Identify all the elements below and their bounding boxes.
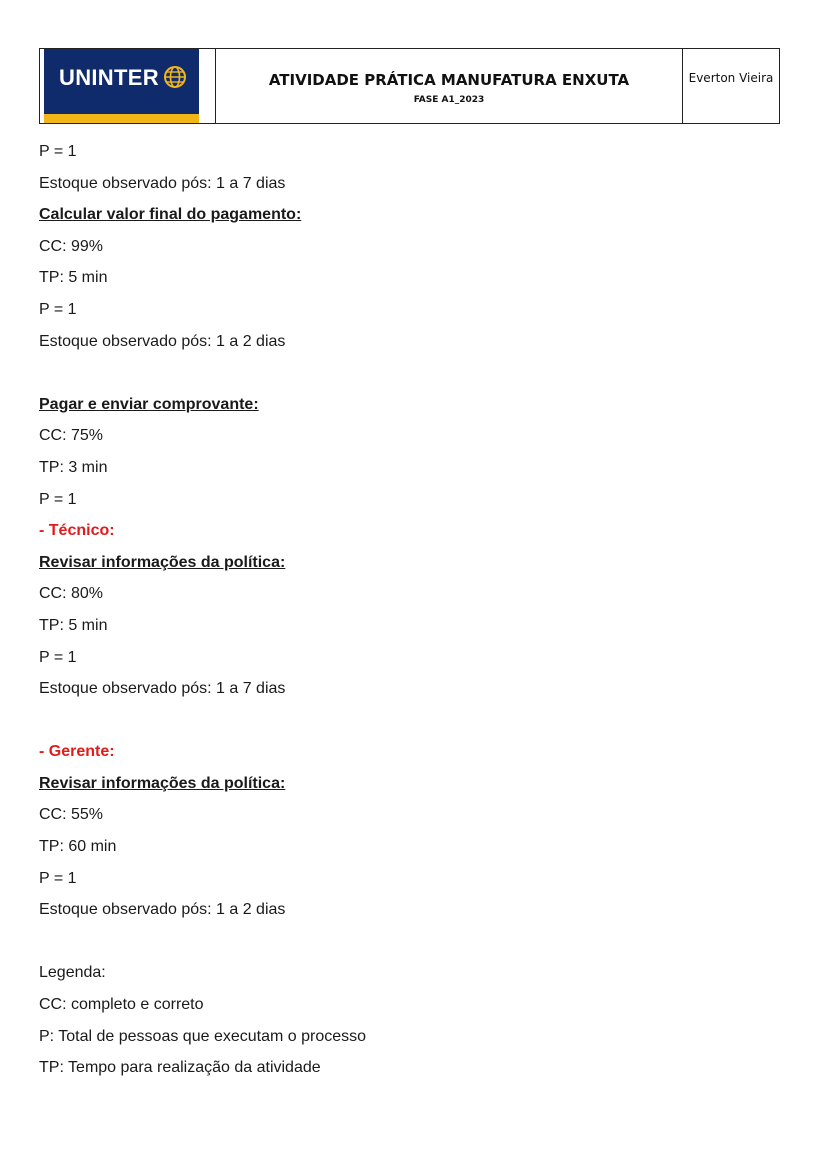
text-line <box>39 521 779 553</box>
body-text: TP: 60 min <box>39 838 117 856</box>
logo-text: UNINTER <box>59 65 159 90</box>
body-text: TP: 3 min <box>39 458 108 476</box>
text-line <box>39 900 779 932</box>
body-text: CC: 99% <box>39 237 104 255</box>
body-text: TP: Tempo para realização da atividade <box>39 1059 321 1077</box>
text-line <box>39 963 779 995</box>
text-line <box>39 395 779 427</box>
text-line <box>39 205 779 237</box>
logo-stripe <box>44 114 199 123</box>
body-text: Estoque observado pós: 1 a 7 dias <box>39 680 286 698</box>
uninter-logo <box>44 49 199 123</box>
body-text: P = 1 <box>39 648 77 666</box>
text-line <box>39 237 779 269</box>
body-text: TP: 5 min <box>39 616 108 634</box>
text-line <box>39 300 779 332</box>
globe-icon <box>162 64 188 90</box>
text-line <box>39 774 779 806</box>
text-line <box>39 584 779 616</box>
body-text: P = 1 <box>39 143 77 160</box>
role-heading: - Gerente: <box>39 743 115 761</box>
author-cell <box>683 49 779 123</box>
text-line <box>39 837 779 869</box>
blank-line <box>39 363 779 395</box>
body-text: CC: 55% <box>39 806 104 824</box>
section-heading: Pagar e enviar comprovante: <box>39 395 259 413</box>
text-line <box>39 268 779 300</box>
body-text: Estoque observado pós: 1 a 7 dias <box>39 174 286 192</box>
section-heading: Revisar informações da política: <box>39 553 286 571</box>
body-text: CC: completo e correto <box>39 996 204 1014</box>
text-line <box>39 142 779 174</box>
text-line <box>39 1027 779 1059</box>
document-header <box>39 48 780 124</box>
body-text: P = 1 <box>39 300 77 318</box>
text-line <box>39 679 779 711</box>
text-line <box>39 490 779 522</box>
text-line <box>39 174 779 206</box>
blank-line <box>39 711 779 743</box>
section-heading: Calcular valor final do pagamento: <box>39 206 302 224</box>
body-text: CC: 75% <box>39 427 104 445</box>
text-line <box>39 616 779 648</box>
body-text: P: Total de pessoas que executam o processo <box>39 1027 367 1045</box>
body-text: Estoque observado pós: 1 a 2 dias <box>39 901 286 919</box>
text-line <box>39 1058 779 1090</box>
body-text: Legenda: <box>39 964 106 982</box>
text-line <box>39 742 779 774</box>
blank-line <box>39 932 779 964</box>
text-line <box>39 869 779 901</box>
logo-cell <box>40 49 216 123</box>
text-line <box>39 426 779 458</box>
author-name: Everton Vieira <box>688 71 774 85</box>
body-text: P = 1 <box>39 869 77 887</box>
text-line <box>39 995 779 1027</box>
section-heading: Revisar informações da política: <box>39 774 286 792</box>
body-text: TP: 5 min <box>39 269 108 287</box>
document-body <box>39 142 779 1090</box>
body-text: CC: 80% <box>39 585 104 603</box>
title-cell <box>216 49 683 123</box>
body-text: Estoque observado pós: 1 a 2 dias <box>39 332 286 350</box>
body-text: P = 1 <box>39 490 77 508</box>
document-title: ATIVIDADE PRÁTICA MANUFATURA ENXUTA <box>268 71 630 89</box>
text-line <box>39 648 779 680</box>
text-line <box>39 332 779 364</box>
text-line <box>39 553 779 585</box>
role-heading: - Técnico: <box>39 522 115 540</box>
text-line <box>39 458 779 490</box>
text-line <box>39 805 779 837</box>
document-subtitle: FASE A1_2023 <box>413 95 485 105</box>
